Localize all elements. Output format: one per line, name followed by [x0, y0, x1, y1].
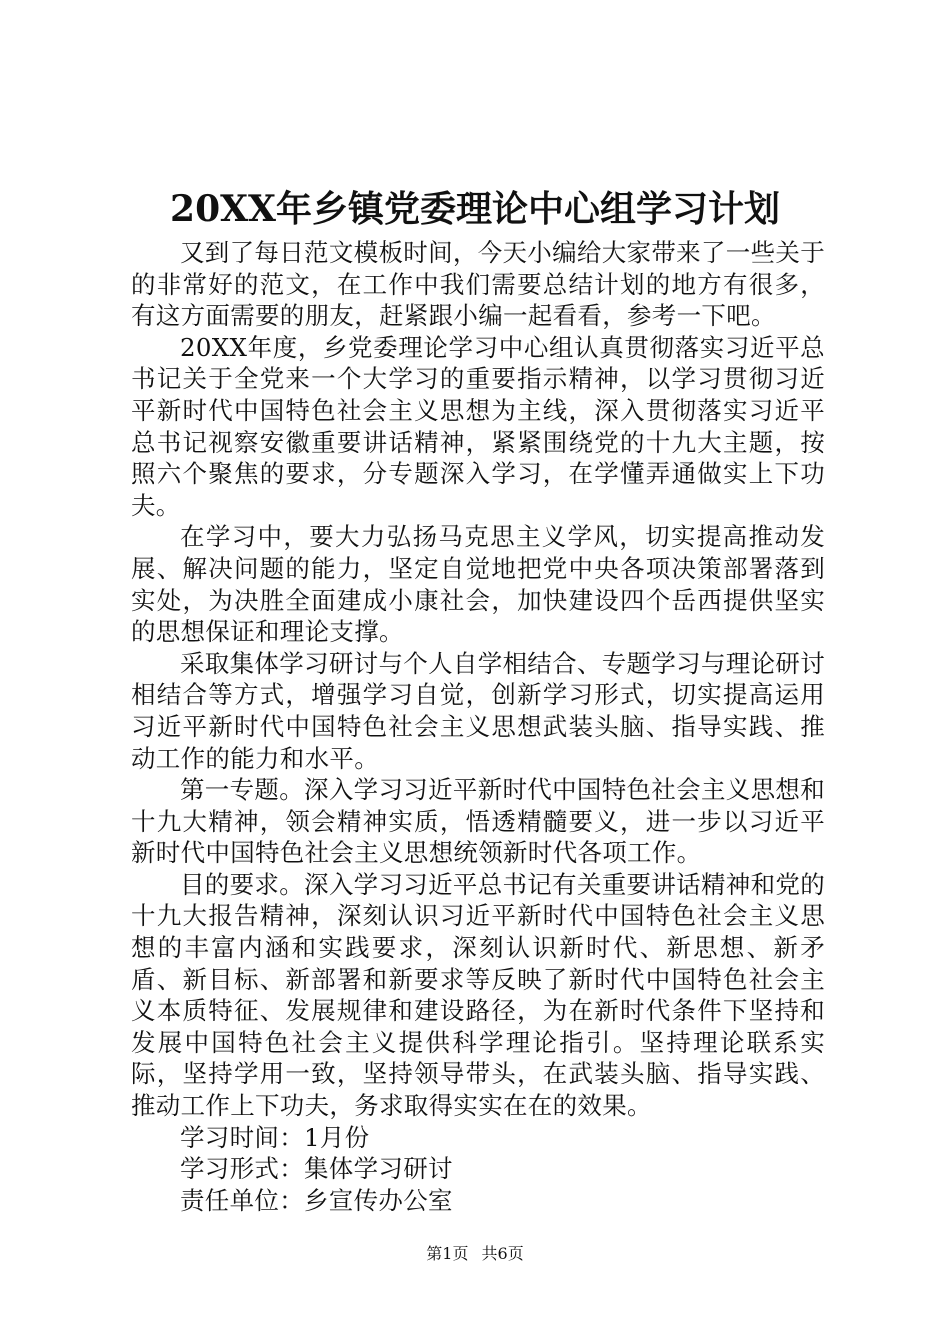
paragraph-study-format: 学习形式：集体学习研讨	[180, 1154, 453, 1184]
paragraph-intro: 又到了每日范文模板时间，今天小编给大家带来了一些关于的非常好的范文，在工作中我们需要总结计划的地方有很多，有这方面需要的朋友，赶紧跟小编一起看看，参考一下吧。	[131, 238, 825, 331]
paragraph-responsible-unit: 责任单位：乡宣传办公室	[180, 1185, 453, 1215]
paragraph-annual-plan: 20XX年度，乡党委理论学习中心组认真贯彻落实习近平总书记关于全党来一个大学习的重要指示精神，以学习贯彻习近平新时代中国特色社会主义思想为主线，深入贯彻落实习近平总书记视察安徽重要讲话精神，紧紧围绕党的十九大主题，按照六个聚焦的要求，分专题深入学习，在学懂弄通做实上下功夫。	[131, 332, 825, 520]
paragraph-study-style: 在学习中，要大力弘扬马克思主义学风，切实提高推动发展、解决问题的能力，坚定自觉地把党中央各项决策部署落到实处，为决胜全面建成小康社会，加快建设四个岳西提供坚实的思想保证和理论支撑。	[131, 522, 825, 647]
paragraph-objectives: 目的要求。深入学习习近平总书记有关重要讲话精神和党的十九大报告精神，深刻认识习近平新时代中国特色社会主义思想的丰富内涵和实践要求，深刻认识新时代、新思想、新矛盾、新目标、新部署和新要求等反映了新时代中国特色社会主义本质特征、发展规律和建设路径，为在新时代条件下坚持和发展中国特色社会主义提供科学理论指引。坚持理论联系实际，坚持学用一致，坚持领导带头，在武装头脑、指导实践、推动工作上下功夫，务求取得实实在在的效果。	[131, 869, 825, 1121]
page-footer	[0, 1243, 950, 1265]
paragraph-study-time: 学习时间：1月份	[180, 1122, 370, 1152]
page-total: 共6页	[481, 1244, 524, 1263]
document-body	[131, 237, 825, 1216]
paragraph-study-methods: 采取集体学习研讨与个人自学相结合、专题学习与理论研讨相结合等方式，增强学习自觉，创新学习形式，切实提高运用习近平新时代中国特色社会主义思想武装头脑、指导实践、推动工作的能力和水平。	[131, 648, 825, 773]
document-title: 20XX年乡镇党委理论中心组学习计划	[170, 188, 780, 230]
page-number: 第1页	[426, 1244, 469, 1263]
paragraph-topic-one: 第一专题。深入学习习近平新时代中国特色社会主义思想和十九大精神，领会精神实质，悟透精髓要义，进一步以习近平新时代中国特色社会主义思想统领新时代各项工作。	[131, 775, 825, 868]
